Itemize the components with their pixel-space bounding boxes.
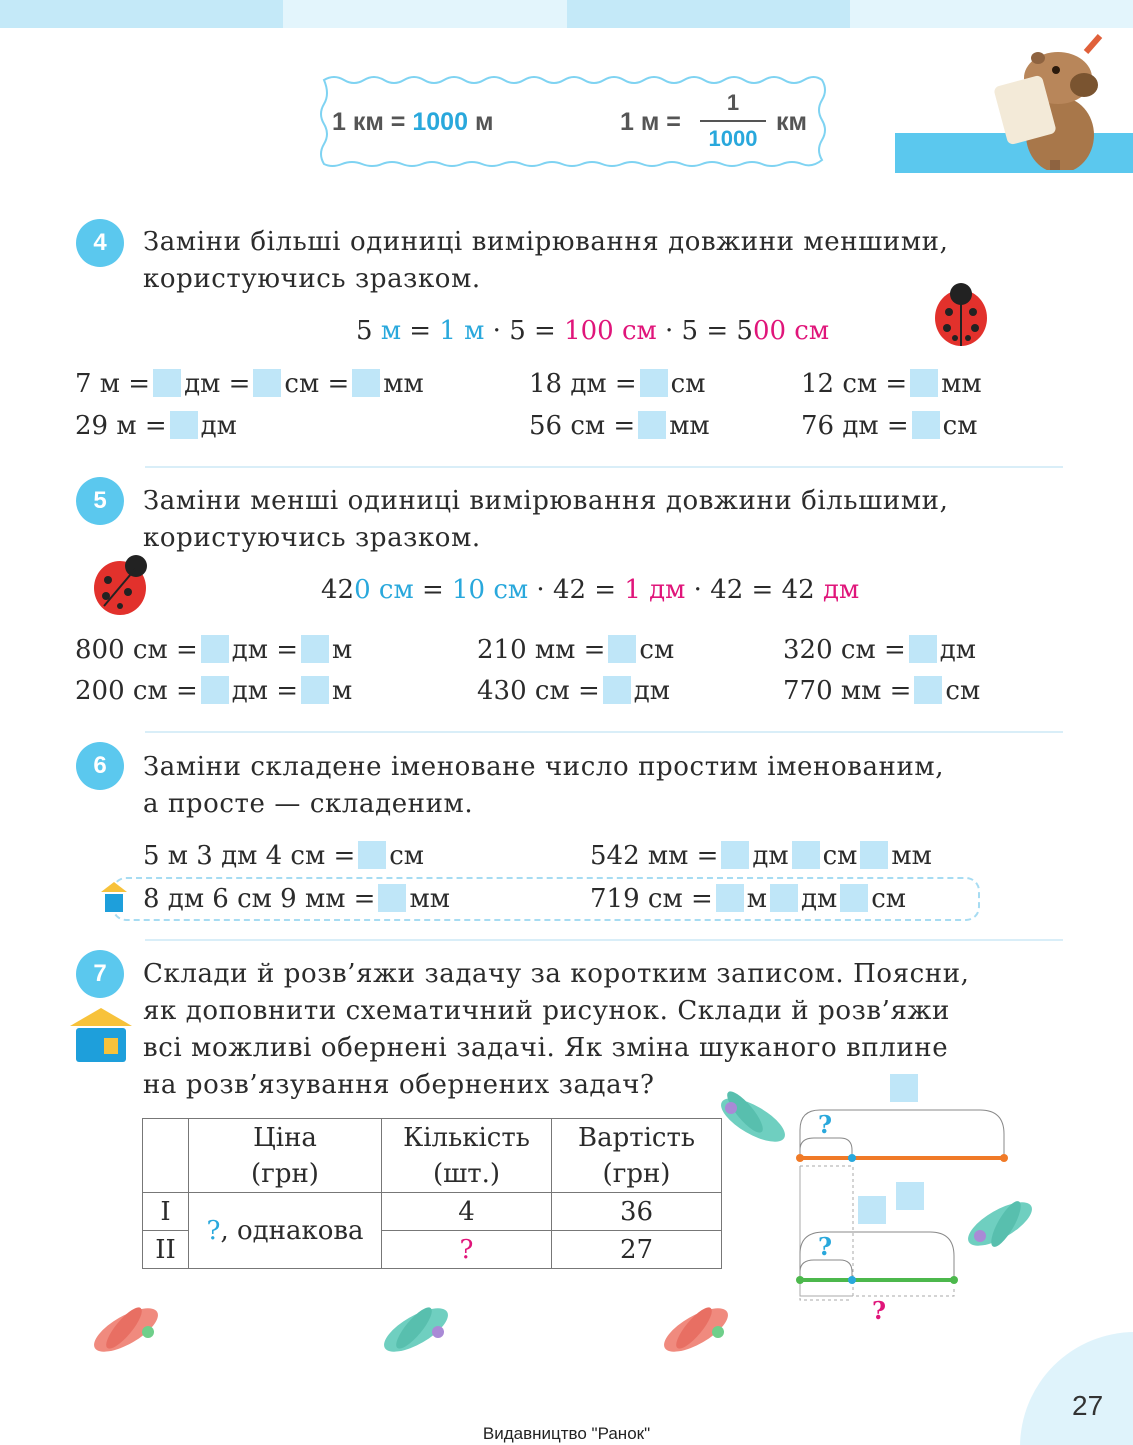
formula-km-to-m: 1 км = 1000 м xyxy=(332,108,494,136)
answer-box[interactable] xyxy=(638,411,666,439)
task5-instruction: Заміни менші одиниці вимірювання довжини більшими, користуючись зразком. xyxy=(143,486,949,553)
task7-instruction: Склади й розв’яжи задачу за коротким записом. Поясни, як доповнити схематичний рисунок. Склади й розв’яжи всі можливі обернені задачі. Як зміна шуканого вплине на розв’язування обернених задач? xyxy=(143,959,970,1100)
formula-km-unit: км xyxy=(776,108,808,136)
cost-cell: 27 xyxy=(552,1231,722,1269)
task-number-5: 5 xyxy=(76,477,124,525)
price-cell: ?, однакова xyxy=(189,1193,382,1269)
question-mark: ? xyxy=(872,1296,887,1325)
task6-exercise: 8 дм 6 см 9 мм = мм xyxy=(143,884,450,914)
task4-exercise: 7 м = дм = см = мм xyxy=(75,369,424,399)
divider xyxy=(145,466,1063,468)
airplane-icon xyxy=(88,1296,164,1362)
answer-box[interactable] xyxy=(912,411,940,439)
quantity-cell: ? xyxy=(382,1231,552,1269)
header-cost: Вартість (грн) xyxy=(552,1119,722,1193)
task5-exercise: 430 см = дм xyxy=(477,676,670,706)
task4-exercise: 76 дм = см xyxy=(801,411,978,441)
task5-exercise: 800 см = дм = м xyxy=(75,635,353,665)
answer-box[interactable] xyxy=(910,369,938,397)
publisher-footer: Видавництво "Ранок" xyxy=(482,1424,651,1443)
answer-box[interactable] xyxy=(378,884,406,912)
top-bar-segment xyxy=(850,0,1133,28)
formula-m-to-km: 1 м = xyxy=(620,108,681,136)
answer-box[interactable] xyxy=(792,841,820,869)
answer-box[interactable] xyxy=(721,841,749,869)
answer-box[interactable] xyxy=(608,635,636,663)
answer-box[interactable] xyxy=(840,884,868,912)
airplane-icon xyxy=(658,1296,734,1362)
top-bar-segment xyxy=(283,0,567,28)
task6-exercise: 542 мм = дм см мм xyxy=(590,841,932,871)
task4-exercise: 18 дм = см xyxy=(529,369,706,399)
task-number-6: 6 xyxy=(76,742,124,790)
task5-exercise: 210 мм = см xyxy=(477,635,675,665)
task4-exercise: 56 см = мм xyxy=(529,411,710,441)
answer-box[interactable] xyxy=(358,841,386,869)
answer-box[interactable] xyxy=(201,635,229,663)
page-number: 27 xyxy=(1072,1390,1104,1421)
question-mark: ? xyxy=(818,1232,833,1261)
task5-exercise: 770 мм = см xyxy=(783,676,981,706)
airplane-icon xyxy=(378,1296,454,1362)
task5-exercise: 320 см = дм xyxy=(783,635,976,665)
answer-box[interactable] xyxy=(170,411,198,439)
answer-box[interactable] xyxy=(603,676,631,704)
row-label: II xyxy=(143,1231,189,1269)
task4-example: 5 м = 1 м · 5 = 100 см · 5 = 500 см xyxy=(356,316,830,346)
ladybug-icon xyxy=(86,552,156,618)
answer-box[interactable] xyxy=(352,369,380,397)
answer-box[interactable] xyxy=(201,676,229,704)
top-bar-segment xyxy=(567,0,850,28)
airplane-icon xyxy=(962,1188,1038,1258)
divider xyxy=(145,939,1063,941)
header-quantity: Кількість (шт.) xyxy=(382,1119,552,1193)
cost-cell: 36 xyxy=(552,1193,722,1231)
task5-exercise: 200 см = дм = м xyxy=(75,676,353,706)
short-record-table xyxy=(142,1118,722,1269)
answer-box[interactable] xyxy=(860,841,888,869)
question-mark: ? xyxy=(818,1110,833,1139)
answer-box[interactable] xyxy=(716,884,744,912)
task-number-4: 4 xyxy=(76,219,124,267)
answer-box[interactable] xyxy=(301,676,329,704)
task6-exercise: 719 см = м дм см xyxy=(590,884,906,914)
answer-box[interactable] xyxy=(253,369,281,397)
capybara-mascot xyxy=(990,30,1120,170)
house-icon xyxy=(101,882,127,914)
answer-box[interactable] xyxy=(301,635,329,663)
answer-box[interactable] xyxy=(153,369,181,397)
task6-instruction: Заміни складене іменоване число простим іменованим, а просте — складеним. xyxy=(143,752,945,819)
task4-exercise: 29 м = дм xyxy=(75,411,237,441)
answer-box[interactable] xyxy=(909,635,937,663)
quantity-cell: 4 xyxy=(382,1193,552,1231)
answer-box[interactable] xyxy=(770,884,798,912)
divider xyxy=(145,731,1063,733)
answer-box[interactable] xyxy=(914,676,942,704)
row-label: I xyxy=(143,1193,189,1231)
task4-exercise: 12 см = мм xyxy=(801,369,982,399)
task5-example: 420 см = 10 см · 42 = 1 дм · 42 = 42 дм xyxy=(321,575,860,605)
task4-instruction: Заміни більші одиниці вимірювання довжини меншими, користуючись зразком. xyxy=(143,227,949,294)
fraction: 1 1000 xyxy=(700,90,766,152)
airplane-icon xyxy=(715,1082,791,1152)
house-icon xyxy=(70,1008,132,1062)
ladybug-icon xyxy=(925,280,993,350)
top-bar-segment xyxy=(0,0,283,28)
answer-box[interactable] xyxy=(640,369,668,397)
task-number-7: 7 xyxy=(76,950,124,998)
task6-exercise: 5 м 3 дм 4 см = см xyxy=(143,841,425,871)
header-price: Ціна (грн) xyxy=(189,1119,382,1193)
